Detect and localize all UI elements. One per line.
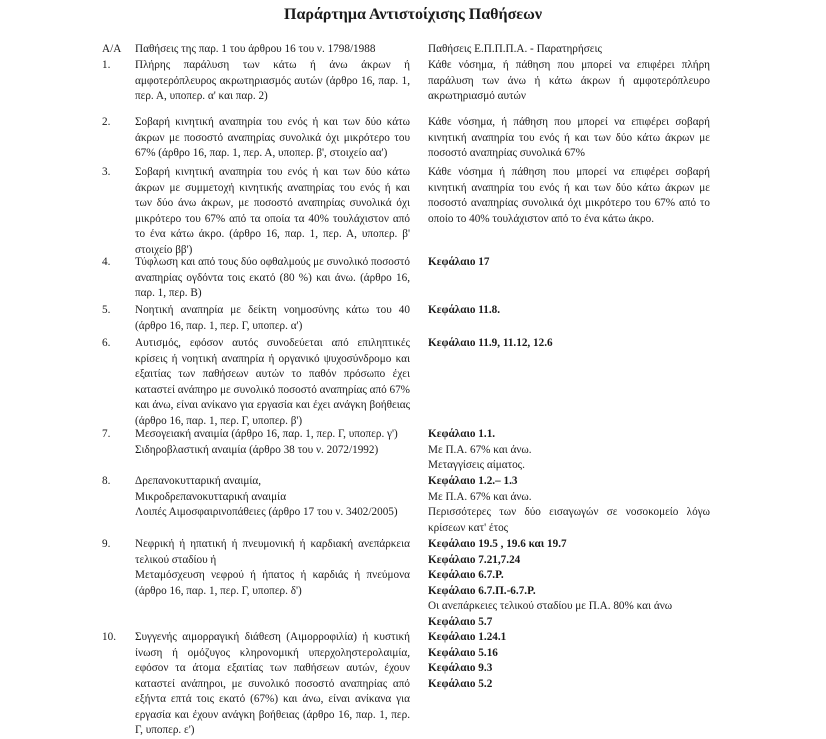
remarks-text: Κάθε νόσημα, ή πάθηση που μπορεί να επιφέρει σοβαρή κινητική αναπηρία του ενός ή και των δύο κάτω άκρων με ποσοστό αναπηρίας συνολικά 67% <box>428 116 710 159</box>
remarks-text: Μεταγγίσεις αίματος. <box>428 459 525 471</box>
remarks-text: Κεφάλαιο 1.24.1 <box>428 631 507 643</box>
condition-text: Λοιπές Αιμοσφαιρινοπάθειες (άρθρο 17 του ν. 3402/2005) <box>135 506 398 518</box>
row-condition <box>135 255 410 302</box>
row-number: 10. <box>102 631 116 643</box>
condition-text: Σοβαρή κινητική αναπηρία του ενός ή και των δύο κάτω άκρων με ποσοστό αναπηρίας συνολικά όχι μικρότερο του 67% (άρθρο 16, παρ. 1, περ. Α, υποπερ. β', στοιχείο αα') <box>135 116 410 159</box>
remarks-text: Κεφάλαιο 11.9, 11.12, 12.6 <box>428 337 553 349</box>
row-remarks <box>428 630 710 692</box>
condition-text: Μεσογειακή αναιμία (άρθρο 16, παρ. 1, περ. Γ, υποπερ. γ') <box>135 428 398 440</box>
condition-text: Συγγενής αιμορραγική διάθεση (Αιμορροφιλία) ή κυστική ίνωση ή ομόζυγος κληρονομική υπερχοληστερολαιμία, εφόσον τα άτομα εξαιτίας των παθήσεων αυτών, έχουν καταστεί ανάπηροι, με συνολικό ποσοστό αναπηρίας από εξήντα επτά τοις εκατό (67%) και άνω, είναι ανίκανα για εργασία και έχουν ανάγκη βοήθειας (άρθρο 16, παρ. 1, περ. Γ, υποπερ. ε') <box>135 631 410 736</box>
remarks-text: Κεφάλαιο 5.7 <box>428 615 493 628</box>
remarks-text: Κεφάλαιο 9.3 <box>428 662 493 674</box>
remarks-text: Κεφάλαιο 5.2 <box>428 677 493 690</box>
row-number: 2. <box>102 116 111 128</box>
remarks-text: Κάθε νόσημα ή πάθηση που μπορεί να επιφέρει σοβαρή κινητική αναπηρία του ενός ή και των δύο κάτω άκρων με ποσοστό αναπηρίας συνολικά όχι μικρότερο του 67% από το οποίο το 40% τουλάχιστον από το ένα κάτω άκρο. <box>428 166 710 225</box>
row-number: 6. <box>102 337 111 349</box>
condition-text: Πλήρης παράλυση των κάτω ή άνω άκρων ή αμφοτερόπλευρος ακρωτηριασμός αυτών (άρθρο 16, παρ. 1, περ. Α, υποπερ. α' και παρ. 2) <box>135 59 410 102</box>
row-number: 1. <box>102 59 111 71</box>
remarks-text: Με Π.Α. 67% και άνω. <box>428 490 532 503</box>
header-remarks: Παθήσεις Ε.Π.Π.Π.Α. - Παρατηρήσεις <box>428 43 602 55</box>
row-number: 5. <box>102 304 111 316</box>
row-remarks <box>428 58 710 105</box>
row-remarks <box>428 336 710 352</box>
row-condition <box>135 115 410 162</box>
row-remarks <box>428 165 710 227</box>
condition-text: Μικροδρεπανοκυτταρική αναιμία <box>135 490 287 503</box>
condition-text: Σιδηροβλαστική αναιμία (άρθρο 38 του ν. 2072/1992) <box>135 443 379 456</box>
row-remarks <box>428 537 710 630</box>
remarks-text: Κεφάλαιο 5.16 <box>428 646 498 659</box>
header-conditions: Παθήσεις της παρ. 1 του άρθρου 16 του ν. 1798/1988 <box>135 43 376 55</box>
remarks-text: Κεφάλαιο 1.2.– 1.3 <box>428 475 518 487</box>
remarks-text: Κάθε νόσημα, ή πάθηση που μπορεί να επιφέρει πλήρη παράλυση των άνω ή κάτω άκρων ή αμφοτερόπλευρο ακρωτηριασμό αυτών <box>428 59 710 102</box>
row-condition <box>135 630 410 739</box>
row-condition <box>135 58 410 105</box>
remarks-text: Κεφάλαιο 1.1. <box>428 428 496 440</box>
row-number: 7. <box>102 428 111 440</box>
row-remarks <box>428 115 710 162</box>
row-condition <box>135 336 410 429</box>
row-condition <box>135 427 410 458</box>
condition-text: Νοητική αναπηρία με δείκτη νοημοσύνης κάτω του 40 (άρθρο 16, παρ. 1, περ. Γ, υποπερ. α') <box>135 304 410 332</box>
remarks-text: Κεφάλαιο 7.21,7.24 <box>428 553 521 566</box>
remarks-text: Οι ανεπάρκειες τελικού σταδίου με Π.Α. 80% και άνω <box>428 600 673 612</box>
condition-text: Μεταμόσχευση νεφρού ή ήπατος ή καρδιάς ή πνεύμονα (άρθρο 16, παρ. 1, περ. Γ, υποπερ. δ') <box>135 569 410 597</box>
row-remarks <box>428 303 710 319</box>
remarks-text: Κεφάλαιο 19.5 , 19.6 και 19.7 <box>428 538 567 550</box>
row-condition <box>135 165 410 258</box>
remarks-text: Περισσότερες των δύο εισαγωγών σε νοσοκομείο λόγω κρίσεων κατ' έτος <box>428 506 710 534</box>
row-remarks <box>428 255 710 271</box>
header-num: Α/Α <box>102 43 122 55</box>
page-title: Παράρτημα Αντιστοίχισης Παθήσεων <box>284 6 542 23</box>
row-condition <box>135 474 410 521</box>
condition-text: Νεφρική ή ηπατική ή πνευμονική ή καρδιακή ανεπάρκεια τελικού σταδίου ή <box>135 538 410 566</box>
row-remarks <box>428 474 710 536</box>
condition-text: Αυτισμός, εφόσον αυτός συνοδεύεται από επιληπτικές κρίσεις ή νοητική αναπηρία ή οργανικό ψυχοσύνδρομο και εξαιτίας των παθήσεων αυτών το παθόν πρόσωπο έχει καταστεί ανάπηρο με συνολικό ποσοστό αναπηρίας από 67% και άνω, είναι ανίκανο για εργασία και έχει ανάγκη βοήθειας (άρθρο 16, παρ. 1, περ. Γ, υποπερ. β') <box>135 337 410 427</box>
condition-text: Δρεπανοκυτταρική αναιμία, <box>135 475 262 487</box>
condition-text: Τύφλωση και από τους δύο οφθαλμούς με συνολικό ποσοστό αναπηρίας ογδόντα τοις εκατό (80 %) και άνω. (άρθρο 16, παρ. 1, περ. Β) <box>135 256 410 299</box>
row-number: 4. <box>102 256 111 268</box>
remarks-text: Κεφάλαιο 6.7.Π.-6.7.Ρ. <box>428 584 536 597</box>
row-number: 9. <box>102 538 111 550</box>
remarks-text: Με Π.Α. 67% και άνω. <box>428 443 532 456</box>
row-number: 8. <box>102 475 111 487</box>
remarks-text: Κεφάλαιο 6.7.Ρ. <box>428 569 504 581</box>
condition-text: Σοβαρή κινητική αναπηρία του ενός ή και των δύο κάτω άκρων με συμμετοχή κινητικής αναπηρίας του ενός ή και των δύο άνω άκρων, με ποσοστό αναπηρίας συνολικά όχι μικρότερο του 67% από τα οποία τα 40% τουλάχιστον από το ένα κάτω άκρο. (άρθρο 16, παρ. 1, περ. Α, υποπερ. β' στοιχείο ββ') <box>135 166 410 256</box>
row-remarks <box>428 427 710 474</box>
row-number: 3. <box>102 166 111 178</box>
row-condition <box>135 303 410 334</box>
row-condition <box>135 537 410 599</box>
remarks-text: Κεφάλαιο 11.8. <box>428 304 501 316</box>
remarks-text: Κεφάλαιο 17 <box>428 256 490 268</box>
